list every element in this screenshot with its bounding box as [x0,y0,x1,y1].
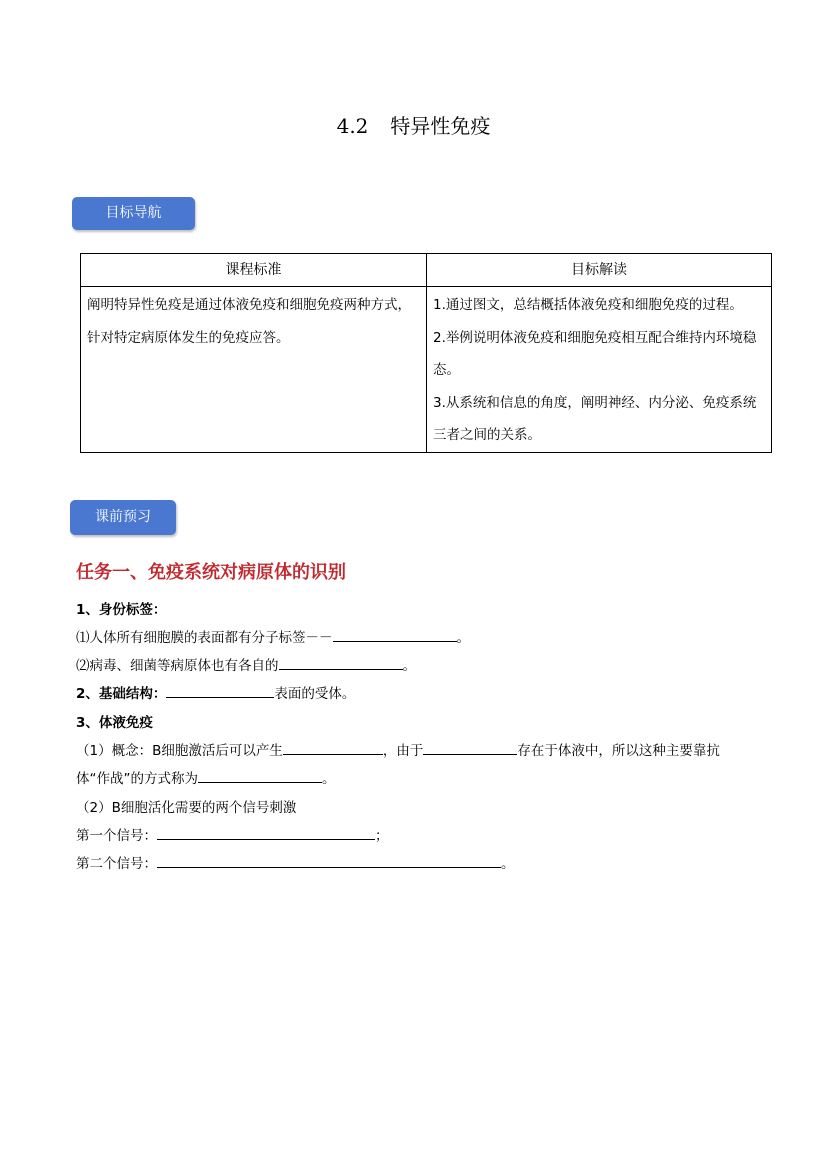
question-line: ⑴人体所有细胞膜的表面都有分子标签－－ 。 [76,630,470,646]
answer-blank[interactable] [166,684,274,698]
question-line: 第一个信号： ； [76,828,389,844]
section3-heading: 3、体液免疫 [76,715,153,731]
header-standard: 课程标准 [81,254,427,287]
question-line: 体“作战”的方式称为 。 [76,771,336,787]
question-line: ⑵病毒、细菌等病原体也有各自的 。 [76,658,416,674]
section-number: 4.2 [336,114,369,138]
standard-text: 阐明特异性免疫是通过体液免疫和细胞免疫两种方式，针对特定病原体发生的免疫应答。 [81,287,427,453]
goal-item: 3.从系统和信息的角度，阐明神经、内分泌、免疫系统三者之间的关系。 [433,394,757,443]
nav-tag: 目标导航 [72,197,195,230]
question-line: （1）概念：B细胞激活后可以产生 ，由于 存在于体液中，所以这种主要靠抗 [76,743,720,759]
goals-cell [427,287,772,453]
section-title: 特异性免疫 [390,114,491,138]
answer-blank[interactable] [283,741,383,755]
goal-item: 1.通过图文，总结概括体液免疫和细胞免疫的过程。 [433,297,743,313]
question-line: 第二个信号： 。 [76,856,515,872]
answer-blank[interactable] [198,769,322,783]
section1-heading: 1、身份标签： [76,602,167,618]
answer-blank[interactable] [333,628,457,642]
page-title [0,110,827,139]
goal-item: 2.举例说明体液免疫和细胞免疫相互配合维持内环境稳态。 [433,329,757,378]
question-line: （2）B细胞活化需要的两个信号刺激 [76,800,297,816]
answer-blank[interactable] [279,656,403,670]
task-heading: 任务一、免疫系统对病原体的识别 [76,562,346,583]
answer-blank[interactable] [423,741,517,755]
answer-blank[interactable] [157,854,501,868]
standards-table [80,253,772,453]
answer-blank[interactable] [157,826,375,840]
preview-tag: 课前预习 [70,500,176,535]
header-goals: 目标解读 [427,254,772,287]
question-line: 2、基础结构： 表面的受体。 [76,686,356,702]
